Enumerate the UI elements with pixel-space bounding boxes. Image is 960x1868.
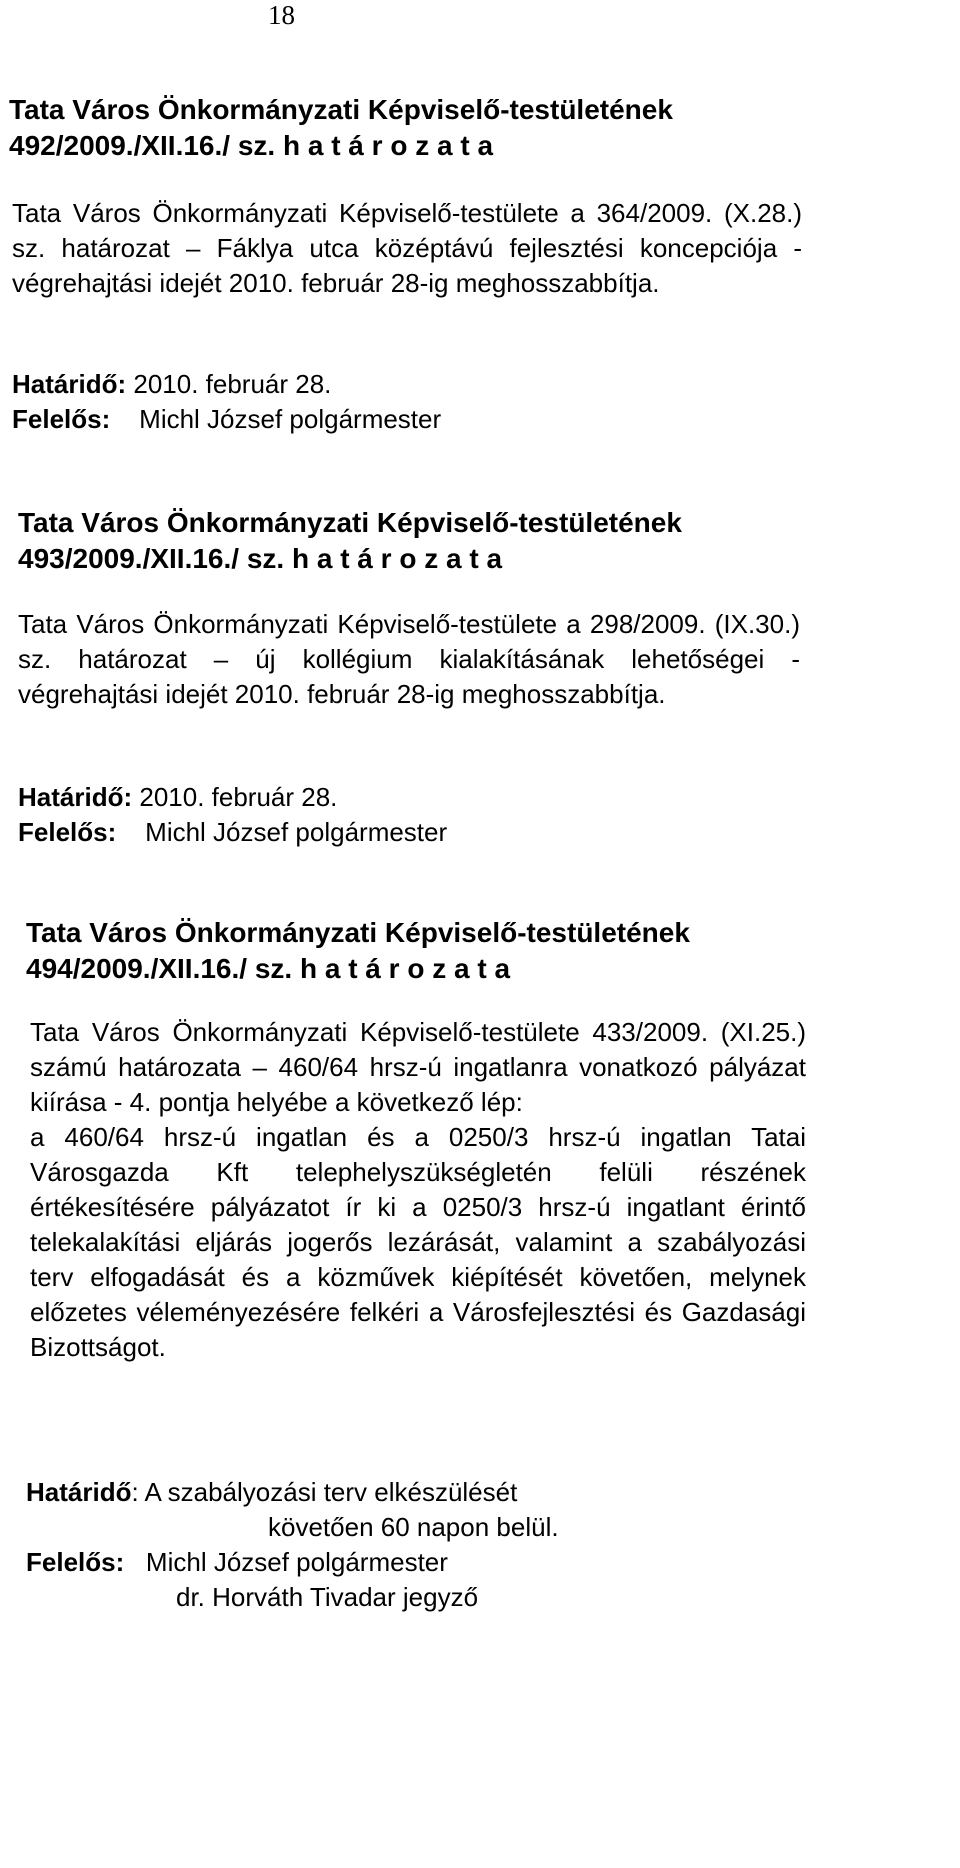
deadline-line bbox=[12, 367, 441, 402]
deadline-value: : A szabályozási terv elkészülését bbox=[131, 1477, 518, 1507]
resolution-body-continued: a 460/64 hrsz-ú ingatlan és a 0250/3 hrsz-ú ingatlan Tatai Városgazda Kft telephelyszükségletén felüli részének értékesítésére pályázatot ír ki a 0250/3 hrsz-ú ingatlant érintő telekalakítási eljárás jogerős lezárását, valamint a szabályozási terv elfogadását és a közművek kiépítését követően, melynek előzetes véleményezésére felkéri a Városfejlesztési és Gazdasági Bizottságot. bbox=[30, 1122, 806, 1362]
resolution-body: Tata Város Önkormányzati Képviselő-testülete 433/2009. (XI.25.) számú határozata – 460/64 hrsz-ú ingatlanra vonatkozó pályázat kiírása - 4. pontja helyébe a következő lép: bbox=[30, 1017, 806, 1117]
responsible-value: Michl József polgármester bbox=[145, 817, 448, 847]
resolution-body: Tata Város Önkormányzati Képviselő-testülete a 298/2009. (IX.30.) sz. határozat – új kollégium kialakításának lehetőségei - végrehajtási idejét 2010. február 28-ig meghosszabbítja. bbox=[18, 609, 800, 709]
responsible-value: Michl József polgármester bbox=[145, 1547, 448, 1577]
responsible-line bbox=[26, 1545, 806, 1580]
resolution-body: Tata Város Önkormányzati Képviselő-testülete a 364/2009. (X.28.) sz. határozat – Fáklya utca középtávú fejlesztési koncepciója - végrehajtási idejét 2010. február 28-ig meghosszabbítja. bbox=[12, 198, 802, 298]
resolution-title-line1: Tata Város Önkormányzati Képviselő-testületének bbox=[18, 507, 682, 538]
responsible-label: Felelős: bbox=[12, 404, 111, 434]
deadline-label: Határidő: bbox=[18, 782, 133, 812]
deadline-value: 2010. február 28. bbox=[139, 782, 338, 812]
deadline-label: Határidő bbox=[26, 1477, 132, 1507]
deadline-label: Határidő: bbox=[12, 369, 127, 399]
deadline-value: 2010. február 28. bbox=[133, 369, 332, 399]
page-number: 18 bbox=[268, 0, 295, 30]
resolution-title-line2: 494/2009./XII.16./ sz. h a t á r o z a t a bbox=[26, 953, 511, 984]
responsible-label: Felelős: bbox=[18, 817, 117, 847]
resolution-title-line2: 493/2009./XII.16./ sz. h a t á r o z a t a bbox=[18, 543, 503, 574]
responsible-value-continued: dr. Horváth Tivadar jegyző bbox=[176, 1582, 479, 1612]
deadline-line bbox=[26, 1475, 806, 1510]
resolution-title-line1: Tata Város Önkormányzati Képviselő-testületének bbox=[9, 94, 673, 125]
responsible-line bbox=[12, 402, 441, 437]
responsible-label: Felelős: bbox=[26, 1547, 125, 1577]
responsible-line bbox=[18, 815, 447, 850]
responsible-line-2 bbox=[26, 1580, 806, 1615]
resolution-title-line2: 492/2009./XII.16./ sz. h a t á r o z a t a bbox=[9, 130, 494, 161]
deadline-line-2 bbox=[26, 1510, 806, 1545]
resolution-title-line1: Tata Város Önkormányzati Képviselő-testületének bbox=[26, 917, 690, 948]
deadline-line bbox=[18, 780, 447, 815]
deadline-value-continued: követően 60 napon belül. bbox=[268, 1512, 559, 1542]
responsible-value: Michl József polgármester bbox=[139, 404, 442, 434]
